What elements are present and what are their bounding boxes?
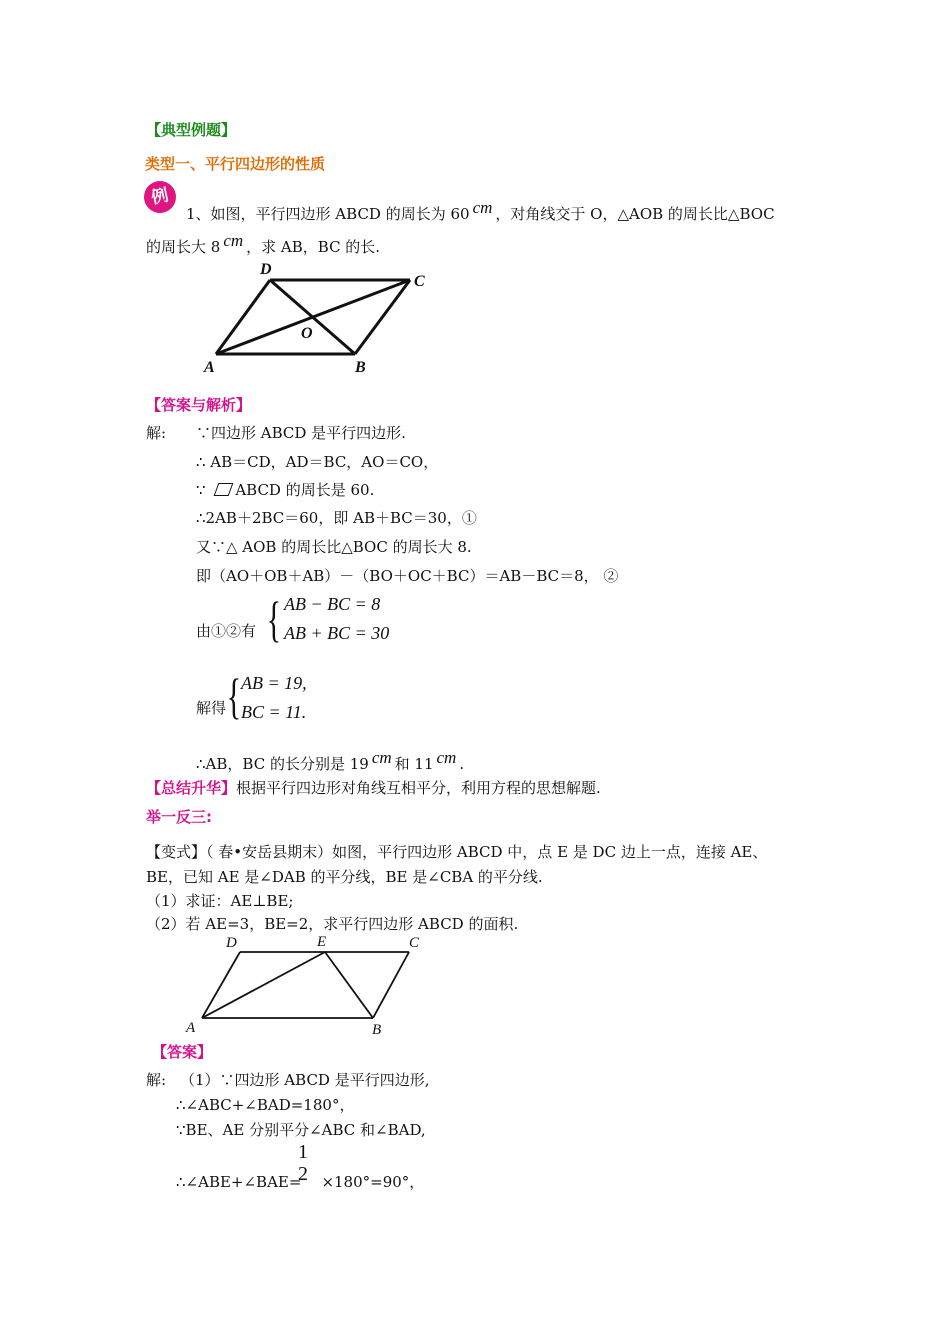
solution2-line1: （1）∵四边形 ABCD 是平行四边形, bbox=[180, 1071, 430, 1089]
section-title: 【典型例题】 bbox=[146, 121, 237, 139]
solution1-line5: 又∵△ AOB 的周长比△BOC 的周长大 8. bbox=[196, 538, 472, 556]
parallelogram-figure2 bbox=[180, 930, 430, 1040]
fraction-denominator: 2 bbox=[298, 1163, 308, 1185]
fig2-label-b: B bbox=[372, 1022, 382, 1038]
solution2-line2: ∴∠ABC+∠BAD=180°， bbox=[176, 1096, 355, 1114]
fig2-label-d: D bbox=[226, 935, 237, 951]
fig2-label-a: A bbox=[186, 1020, 196, 1036]
parallelogram-symbol bbox=[214, 483, 234, 496]
type-title: 类型一、平行四边形的性质 bbox=[145, 155, 326, 173]
fig1-label-b: B bbox=[355, 359, 366, 376]
solution1-jie: 解: bbox=[146, 424, 167, 442]
fig1-label-o: O bbox=[301, 325, 313, 342]
variant-q2: （2）若 AE=3，BE=2，求平行四边形 ABCD 的面积. bbox=[146, 915, 519, 933]
system-brace-2: { bbox=[226, 668, 242, 724]
system2-eq2: BC = 11. bbox=[241, 702, 307, 722]
variant-line1: 【变式】（ 春•安岳县期末）如图，平行四边形 ABCD 中，点 E 是 DC 边上一点，连接 AE、 bbox=[146, 843, 768, 861]
solution1-line2: ∴ AB＝CD，AD＝BC，AO＝CO， bbox=[196, 453, 439, 471]
fig1-label-d: D bbox=[260, 261, 272, 278]
parallelogram-figure1 bbox=[200, 258, 440, 378]
solution1-line4: ∴2AB＋2BC＝60，即 AB＋BC＝30，① bbox=[196, 509, 477, 527]
practice-title: 举一反三: bbox=[146, 808, 212, 826]
variant-q1: （1）求证：AE⊥BE; bbox=[146, 892, 294, 910]
fraction-half bbox=[294, 1141, 312, 1185]
solution2-jie: 解: bbox=[146, 1071, 167, 1089]
system1-eq2: AB + BC = 30 bbox=[284, 623, 390, 643]
example1-line2: 的周长大 8 cm ，求 AB，BC 的长. bbox=[146, 231, 381, 256]
variant-line2: BE，已知 AE 是∠DAB 的平分线，BE 是∠CBA 的平分线. bbox=[146, 868, 543, 886]
solution1-line7: 由①②有 bbox=[196, 622, 257, 640]
fig2-label-e: E bbox=[317, 934, 327, 950]
solution1-line9: ∴AB，BC 的长分别是 19 cm 和 11 cm . bbox=[196, 748, 465, 773]
system-brace-1: { bbox=[266, 591, 282, 647]
answer2-title: 【答案】 bbox=[152, 1043, 213, 1061]
system2-eq1: AB = 19, bbox=[241, 673, 307, 693]
fraction-numerator: 1 bbox=[298, 1141, 308, 1163]
fig1-label-c: C bbox=[414, 273, 425, 290]
solution2-line4: ∴∠ABE+∠BAE= ×180°=90°， bbox=[176, 1173, 425, 1191]
solution1-line8: 解得 bbox=[196, 699, 227, 717]
solution2-line3: ∵BE、AE 分别平分∠ABC 和∠BAD, bbox=[176, 1121, 426, 1139]
example1-line1: 1、如图，平行四边形 ABCD 的周长为 60 cm ，对角线交于 O，△AOB 的周长比△BOC bbox=[186, 198, 775, 223]
answer-title: 【答案与解析】 bbox=[146, 396, 252, 414]
example-badge: 例 bbox=[141, 178, 179, 216]
solution1-line1: ∵四边形 ABCD 是平行四边形. bbox=[196, 424, 406, 442]
system1-eq1: AB − BC = 8 bbox=[284, 594, 381, 614]
solution1-line3: ∵ ABCD 的周长是 60. bbox=[196, 481, 375, 499]
solution1-line6: 即（AO＋OB＋AB）－（BO＋OC＋BC）＝AB－BC＝8， ② bbox=[196, 567, 619, 585]
fig2-label-c: C bbox=[409, 935, 420, 951]
summary-line: 【总结升华】根据平行四边形对角线互相平分，利用方程的思想解题. bbox=[146, 779, 601, 797]
fig1-label-a: A bbox=[204, 359, 215, 376]
